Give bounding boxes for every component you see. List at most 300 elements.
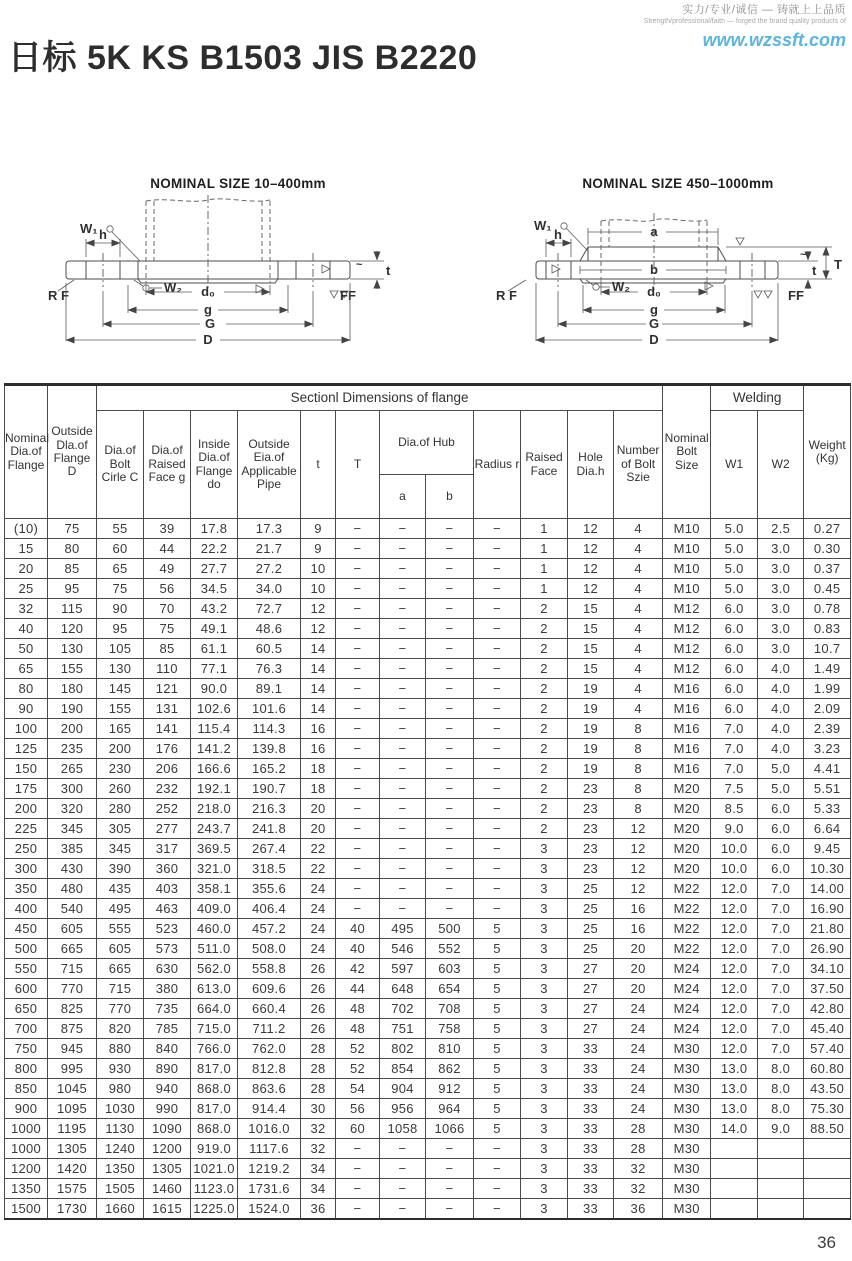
table-cell: 165	[97, 719, 144, 739]
table-row	[5, 879, 851, 899]
table-cell: 34.10	[804, 959, 851, 979]
table-cell: 708	[426, 999, 474, 1019]
table-cell: 4	[614, 599, 663, 619]
table-cell: 8.0	[758, 1059, 804, 1079]
table-cell: 6.0	[758, 799, 804, 819]
table-cell: 2	[521, 819, 568, 839]
table-cell: 21.80	[804, 919, 851, 939]
table-cell: 176	[144, 739, 191, 759]
table-cell: 5.51	[804, 779, 851, 799]
table-cell: −	[426, 719, 474, 739]
table-cell: −	[474, 799, 521, 819]
table-cell: 12.0	[711, 939, 758, 959]
table-cell: 5.0	[758, 779, 804, 799]
table-cell: 702	[380, 999, 426, 1019]
table-cell: 817.0	[191, 1099, 238, 1119]
table-cell: 1200	[144, 1139, 191, 1159]
table-cell: 3	[521, 899, 568, 919]
table-cell: 85	[48, 559, 97, 579]
table-cell: 141	[144, 719, 191, 739]
table-cell: 863.6	[238, 1079, 301, 1099]
table-cell: 12	[614, 859, 663, 879]
tilde-mark: ~	[800, 249, 807, 261]
table-cell: 19	[568, 759, 614, 779]
table-cell: M30	[663, 1179, 711, 1199]
table-cell: 12	[568, 559, 614, 579]
table-cell: 8.0	[758, 1079, 804, 1099]
table-cell: 13.0	[711, 1059, 758, 1079]
table-cell: 1505	[97, 1179, 144, 1199]
table-cell: 10.0	[711, 859, 758, 879]
table-cell: 457.2	[238, 919, 301, 939]
table-cell: 2.09	[804, 699, 851, 719]
table-cell: 32	[301, 1119, 336, 1139]
table-cell: 26.90	[804, 939, 851, 959]
table-cell: 2	[521, 739, 568, 759]
table-cell: 24	[614, 1019, 663, 1039]
table-cell: 28	[614, 1119, 663, 1139]
table-cell: M20	[663, 779, 711, 799]
table-cell: 300	[48, 779, 97, 799]
table-cell: 16	[614, 919, 663, 939]
group-header-section-dimensions: Sectionl Dimensions of flange	[97, 385, 663, 411]
table-cell: 800	[5, 1059, 48, 1079]
table-cell: 3.0	[758, 599, 804, 619]
table-cell: 23	[568, 819, 614, 839]
table-cell: 33	[568, 1039, 614, 1059]
table-cell: 77.1	[191, 659, 238, 679]
table-cell: 19	[568, 679, 614, 699]
table-cell: 5	[474, 1079, 521, 1099]
table-cell: −	[336, 639, 380, 659]
table-cell: 56	[336, 1099, 380, 1119]
table-cell: 166.6	[191, 759, 238, 779]
table-cell: 650	[5, 999, 48, 1019]
table-cell: −	[426, 579, 474, 599]
table-cell: −	[474, 699, 521, 719]
table-cell: 130	[48, 639, 97, 659]
table-cell: 8	[614, 799, 663, 819]
table-cell	[758, 1159, 804, 1179]
table-cell: 854	[380, 1059, 426, 1079]
table-cell: 150	[5, 759, 48, 779]
table-cell: 22.2	[191, 539, 238, 559]
table-cell: −	[426, 899, 474, 919]
table-cell: 1095	[48, 1099, 97, 1119]
table-row	[5, 719, 851, 739]
table-cell: 345	[48, 819, 97, 839]
table-cell: 61.1	[191, 639, 238, 659]
table-cell: 609.6	[238, 979, 301, 999]
table-cell: −	[426, 679, 474, 699]
table-cell: M12	[663, 659, 711, 679]
table-cell: 24	[614, 1099, 663, 1119]
table-cell: 20	[614, 939, 663, 959]
table-cell: 27	[568, 999, 614, 1019]
table-cell: −	[426, 1139, 474, 1159]
table-cell: 4	[614, 519, 663, 539]
table-cell: 1123.0	[191, 1179, 238, 1199]
table-cell: −	[336, 1179, 380, 1199]
table-cell: 6.0	[711, 619, 758, 639]
table-row	[5, 859, 851, 879]
table-cell: 435	[97, 879, 144, 899]
table-cell: −	[426, 639, 474, 659]
table-cell: 75	[144, 619, 191, 639]
table-cell: 511.0	[191, 939, 238, 959]
table-cell: 42.80	[804, 999, 851, 1019]
table-cell: 6.0	[711, 699, 758, 719]
table-cell: 5.0	[711, 579, 758, 599]
table-cell: 385	[48, 839, 97, 859]
table-cell: 930	[97, 1059, 144, 1079]
table-cell: −	[474, 719, 521, 739]
table-cell: 1021.0	[191, 1159, 238, 1179]
table-cell: 16	[301, 739, 336, 759]
table-cell: 820	[97, 1019, 144, 1039]
table-cell: 300	[5, 859, 48, 879]
table-cell: 810	[426, 1039, 474, 1059]
table-cell: −	[336, 1139, 380, 1159]
table-row	[5, 659, 851, 679]
table-cell: 15	[568, 659, 614, 679]
label-b: b	[650, 262, 658, 277]
table-cell: 1200	[5, 1159, 48, 1179]
table-cell: −	[474, 679, 521, 699]
table-cell: 508.0	[238, 939, 301, 959]
table-cell: 8	[614, 739, 663, 759]
table-cell: 320	[48, 799, 97, 819]
col-header-hub-b: b	[426, 475, 474, 519]
table-cell: 3	[521, 1079, 568, 1099]
table-cell: −	[336, 759, 380, 779]
table-cell: 260	[97, 779, 144, 799]
table-cell: −	[474, 639, 521, 659]
table-cell: 1.99	[804, 679, 851, 699]
table-cell: 3	[521, 979, 568, 999]
table-cell: 13.0	[711, 1099, 758, 1119]
label-t: t	[386, 263, 391, 278]
table-cell: −	[336, 659, 380, 679]
table-cell: 480	[48, 879, 97, 899]
table-cell: 540	[48, 899, 97, 919]
table-cell: −	[380, 1139, 426, 1159]
table-cell: 90.0	[191, 679, 238, 699]
table-cell: 605	[97, 939, 144, 959]
table-row	[5, 699, 851, 719]
table-row	[5, 1059, 851, 1079]
table-cell: 4	[614, 639, 663, 659]
table-cell: 6.0	[711, 679, 758, 699]
table-cell: 8.5	[711, 799, 758, 819]
table-cell: 552	[426, 939, 474, 959]
table-cell: 190.7	[238, 779, 301, 799]
table-cell: −	[336, 879, 380, 899]
table-cell: M22	[663, 939, 711, 959]
table-cell: 14	[301, 639, 336, 659]
table-cell: M10	[663, 579, 711, 599]
table-cell: 4.0	[758, 659, 804, 679]
table-cell: 23	[568, 839, 614, 859]
table-cell: 900	[5, 1099, 48, 1119]
table-cell: 102.6	[191, 699, 238, 719]
table-cell: 52	[336, 1039, 380, 1059]
col-header-bolt-size: Nominal Bolt Size	[663, 385, 711, 519]
table-cell: 1058	[380, 1119, 426, 1139]
table-cell: 4	[614, 679, 663, 699]
table-cell: 3	[521, 839, 568, 859]
table-cell: 14	[301, 679, 336, 699]
table-cell: 5	[474, 1019, 521, 1039]
table-cell: 85	[144, 639, 191, 659]
table-cell: 555	[97, 919, 144, 939]
table-cell: 1615	[144, 1199, 191, 1220]
table-cell: 4	[614, 579, 663, 599]
table-cell: 2	[521, 599, 568, 619]
table-cell: 495	[380, 919, 426, 939]
table-cell: 250	[5, 839, 48, 859]
table-cell: 700	[5, 1019, 48, 1039]
table-cell: M12	[663, 619, 711, 639]
table-cell: 28	[301, 1059, 336, 1079]
table-cell: −	[380, 679, 426, 699]
table-cell: 7.0	[758, 1039, 804, 1059]
table-cell: 3	[521, 1179, 568, 1199]
table-cell: −	[474, 599, 521, 619]
table-cell: −	[474, 879, 521, 899]
table-cell: 12.0	[711, 879, 758, 899]
table-cell: 10.7	[804, 639, 851, 659]
table-cell: 450	[5, 919, 48, 939]
table-cell: 114.3	[238, 719, 301, 739]
table-cell: 49	[144, 559, 191, 579]
table-cell: 75	[48, 519, 97, 539]
label-ff: FF	[788, 288, 804, 303]
table-cell: 430	[48, 859, 97, 879]
table-cell: 890	[144, 1059, 191, 1079]
table-cell: 24	[301, 899, 336, 919]
table-cell	[758, 1139, 804, 1159]
table-row	[5, 779, 851, 799]
table-cell: 2	[521, 759, 568, 779]
table-cell: 39	[144, 519, 191, 539]
table-cell: −	[474, 519, 521, 539]
table-cell: 956	[380, 1099, 426, 1119]
table-cell: 3	[521, 959, 568, 979]
table-cell: 817.0	[191, 1059, 238, 1079]
label-d0: d₀	[647, 284, 661, 299]
table-cell: 4	[614, 539, 663, 559]
table-cell: 12	[301, 619, 336, 639]
diagram-left-title: NOMINAL SIZE 10–400mm	[150, 176, 326, 191]
table-cell: 12.0	[711, 1019, 758, 1039]
table-cell: 3.23	[804, 739, 851, 759]
table-cell: 390	[97, 859, 144, 879]
table-cell: 10.30	[804, 859, 851, 879]
table-cell: 70	[144, 599, 191, 619]
table-cell: 20	[301, 799, 336, 819]
table-cell: 1660	[97, 1199, 144, 1220]
table-cell: 1.49	[804, 659, 851, 679]
table-cell: 12.0	[711, 1039, 758, 1059]
table-cell: 121	[144, 679, 191, 699]
table-row	[5, 899, 851, 919]
table-cell: −	[336, 679, 380, 699]
table-cell: 7.0	[758, 999, 804, 1019]
table-cell: 232	[144, 779, 191, 799]
table-cell: 3.0	[758, 559, 804, 579]
table-cell: 562.0	[191, 959, 238, 979]
label-a: a	[650, 224, 658, 239]
table-cell: −	[426, 539, 474, 559]
table-cell: 12.0	[711, 999, 758, 1019]
table-cell: M22	[663, 899, 711, 919]
table-cell: 735	[144, 999, 191, 1019]
table-cell: 7.5	[711, 779, 758, 799]
table-cell: 1117.6	[238, 1139, 301, 1159]
table-cell: 0.83	[804, 619, 851, 639]
table-cell: 6.0	[711, 639, 758, 659]
table-cell: 750	[5, 1039, 48, 1059]
table-cell: 9	[301, 539, 336, 559]
table-cell: −	[380, 519, 426, 539]
table-cell: 350	[5, 879, 48, 899]
table-cell: 241.8	[238, 819, 301, 839]
table-cell: 919.0	[191, 1139, 238, 1159]
table-cell: −	[474, 619, 521, 639]
table-row	[5, 819, 851, 839]
table-cell: 200	[97, 739, 144, 759]
table-cell: 100	[5, 719, 48, 739]
table-cell: 1	[521, 519, 568, 539]
table-cell: −	[380, 1199, 426, 1220]
table-cell: M30	[663, 1199, 711, 1220]
table-cell	[804, 1199, 851, 1220]
table-cell: −	[336, 519, 380, 539]
label-rf: R F	[496, 288, 517, 303]
table-cell: −	[474, 579, 521, 599]
label-ff: FF	[340, 288, 356, 303]
table-cell: 5.33	[804, 799, 851, 819]
table-cell: 44	[144, 539, 191, 559]
table-cell	[711, 1179, 758, 1199]
table-cell: 265	[48, 759, 97, 779]
table-cell: 990	[144, 1099, 191, 1119]
table-cell: −	[474, 539, 521, 559]
table-cell: 15	[568, 599, 614, 619]
table-cell: 665	[97, 959, 144, 979]
table-cell: M12	[663, 599, 711, 619]
table-cell: 15	[568, 619, 614, 639]
table-cell	[758, 1179, 804, 1199]
table-cell: −	[336, 559, 380, 579]
col-header-outside-dia: Outside Dla.of Flange D	[48, 385, 97, 519]
table-cell: M24	[663, 999, 711, 1019]
table-cell: 4.0	[758, 739, 804, 759]
table-cell: 770	[48, 979, 97, 999]
label-w2: W₂	[164, 280, 183, 295]
label-d0: d₀	[201, 284, 215, 299]
table-cell: 500	[5, 939, 48, 959]
table-cell: 54	[336, 1079, 380, 1099]
table-cell: 12.0	[711, 979, 758, 999]
table-cell: 7.0	[758, 979, 804, 999]
table-cell: 33	[568, 1199, 614, 1220]
table-cell: 33	[568, 1179, 614, 1199]
table-cell: 175	[5, 779, 48, 799]
table-cell: M30	[663, 1139, 711, 1159]
table-cell: 912	[426, 1079, 474, 1099]
table-cell: 766.0	[191, 1039, 238, 1059]
table-cell: 880	[97, 1039, 144, 1059]
table-cell	[711, 1159, 758, 1179]
table-cell: M12	[663, 639, 711, 659]
table-cell: M24	[663, 1019, 711, 1039]
table-cell: 7.0	[758, 879, 804, 899]
table-cell: 664.0	[191, 999, 238, 1019]
table-cell: 57.40	[804, 1039, 851, 1059]
table-cell: 460.0	[191, 919, 238, 939]
flange-diagram-small	[28, 176, 428, 360]
table-cell: 1240	[97, 1139, 144, 1159]
table-row	[5, 1179, 851, 1199]
table-cell: 1731.6	[238, 1179, 301, 1199]
table-row	[5, 559, 851, 579]
table-cell: −	[426, 519, 474, 539]
table-cell: −	[426, 659, 474, 679]
table-cell: 1000	[5, 1139, 48, 1159]
table-cell: 25	[5, 579, 48, 599]
table-cell: 60	[336, 1119, 380, 1139]
table-cell: 48	[336, 1019, 380, 1039]
label-T: T	[834, 257, 842, 272]
table-cell: (10)	[5, 519, 48, 539]
table-cell: 3	[521, 859, 568, 879]
table-cell: 648	[380, 979, 426, 999]
table-cell: −	[426, 1199, 474, 1220]
table-cell: −	[336, 839, 380, 859]
table-cell: 139.8	[238, 739, 301, 759]
table-row	[5, 639, 851, 659]
table-cell: 751	[380, 1019, 426, 1039]
table-cell: M10	[663, 519, 711, 539]
table-cell: M16	[663, 759, 711, 779]
table-cell: 60	[97, 539, 144, 559]
table-cell: −	[474, 839, 521, 859]
table-cell: 34.5	[191, 579, 238, 599]
table-cell: 5	[474, 959, 521, 979]
table-cell: 243.7	[191, 819, 238, 839]
table-cell: 33	[568, 1159, 614, 1179]
table-cell: 75.30	[804, 1099, 851, 1119]
t-dimension	[350, 251, 391, 289]
table-cell: M30	[663, 1059, 711, 1079]
table-cell: 8	[614, 759, 663, 779]
table-cell: −	[380, 859, 426, 879]
table-cell: 16	[301, 719, 336, 739]
table-cell: 36	[301, 1199, 336, 1220]
table-row	[5, 1119, 851, 1139]
col-header-pipe: Outside Eia.of Applicable Pipe	[238, 411, 301, 519]
table-cell: 95	[97, 619, 144, 639]
table-cell: 3	[521, 1099, 568, 1119]
label-h: h	[99, 227, 107, 242]
table-cell: 7.0	[758, 1019, 804, 1039]
table-cell: 10	[301, 559, 336, 579]
table-cell: 4.0	[758, 719, 804, 739]
label-h: h	[554, 227, 562, 242]
table-cell: 1460	[144, 1179, 191, 1199]
